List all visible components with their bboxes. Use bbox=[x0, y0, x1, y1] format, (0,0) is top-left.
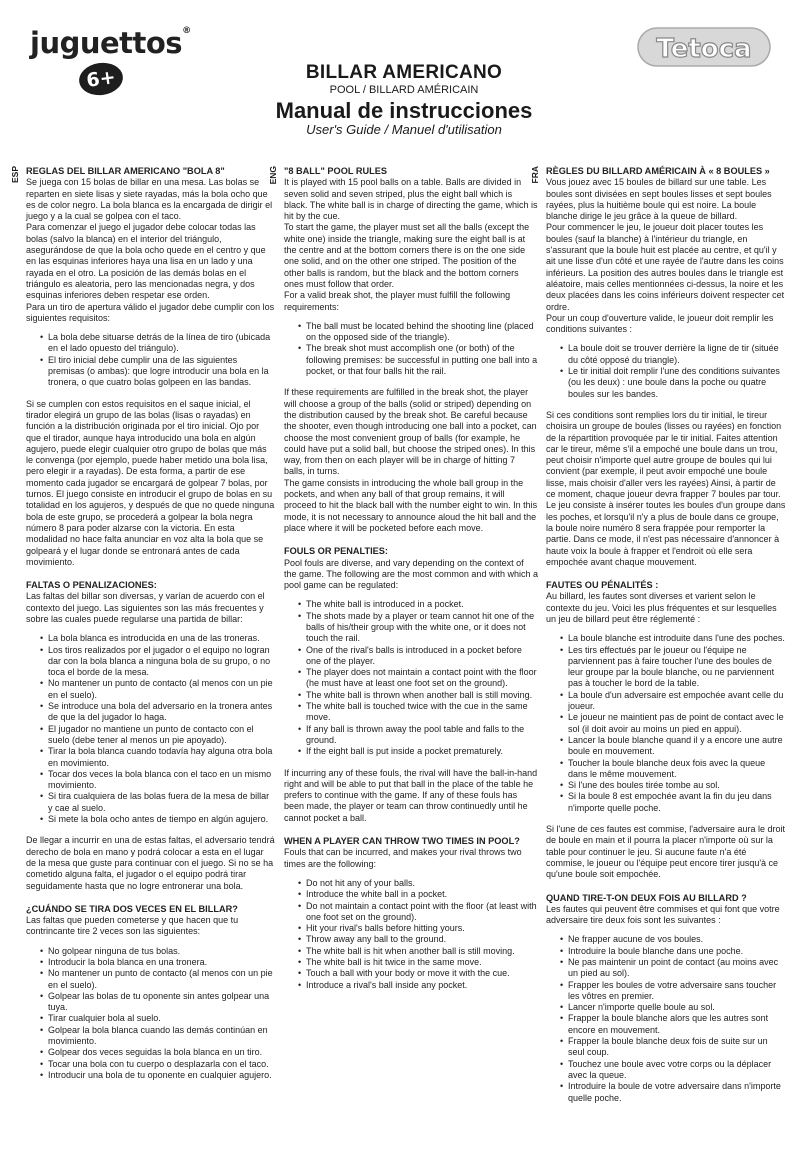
throw-twice-item: • Ne frapper aucune de vos boules. bbox=[568, 934, 786, 945]
rules-intro: Vous jouez avec 15 boules de billard sur une table. Les boules sont divisées en sept boules lisses et sept boules rayées, plus la huitième boule qui est noire. La boule blanche dirige le jeu grâce à la queue de billard. Pour commencer le jeu, le joueur doit placer toutes les boules (sauf la blanche) à l'intérieur du triangle, en s'assurant que la boule huit est placée au centre, et qu'il y ait une lisse d'un côté et une rayée de l'autre dans les coins inférieurs. La position des autres boules dans le triangle est aléatoire, mais celles mentionnées ci-dessus, la noire et les deux placées dans les coins inférieurs doivent respecter cet ordre. Pour un coup d'ouverture valide, le joueur doit remplir les conditions suivantes : bbox=[546, 177, 785, 335]
throw-twice-item: • Do not maintain a contact point with the floor (at least with one foot set on the ground). bbox=[306, 901, 538, 924]
rules-body: Si se cumplen con estos requisitos en el saque inicial, el tirador elegirá un grupo de las bolas (lisas o rayadas) en función a la distribución originada por el tiro inicial. Ojo por que el tirador, aunque haya introducido una bola en algún agujero, puede elegir cualquier otro grupo de bolas que más le convenga (por ejemplo, puede haber metido una bola lisa, pero elegir ir a rayadas). De esta forma, a partir de ese momento cada jugador se encargará de golpear 7 bolas, por turnos. El juego consiste en introducir el grupo de bolas en su totalidad en los agujeros, y después de que no quede ninguna bola de este grupo, se procederá a golpear la bola negra número 8 para poder alzarse con la victoria. En esta modalidad no hace falta anunciar en voz alta la bola que se golpeará y el lugar donde se entronará antes de cada movimiento. bbox=[26, 398, 275, 567]
throw-twice-item: • Tirar cualquier bola al suelo. bbox=[48, 1013, 276, 1024]
lang-label-esp: ESP bbox=[10, 166, 20, 184]
foul-item: • La boule d'un adversaire est empochée avant celle du joueur. bbox=[568, 690, 786, 713]
foul-item: • Tocar dos veces la bola blanca con el taco en un mismo movimiento. bbox=[48, 769, 276, 792]
manual-subtitle: User's Guide / Manuel d'utilisation bbox=[306, 122, 502, 137]
foul-item: • One of the rival's balls is introduced in a pocket before one of the player. bbox=[306, 645, 538, 668]
foul-item: • If any ball is thrown away the pool table and falls to the ground. bbox=[306, 724, 538, 747]
rules-heading: "8 BALL" POOL RULES bbox=[284, 166, 387, 176]
throw-twice-heading: QUAND TIRE-T-ON DEUX FOIS AU BILLARD ? bbox=[546, 892, 747, 903]
rules-body: If these requirements are fulfilled in the break shot, the player will choose a group of the balls (solid or striped) depending on the distribution caused by the break shot. Be careful because the shooter, even though introducing one ball into a pocket, can choose the most convenient group of balls (for example, he could have put a solid ball, but choose the striped ones). In this way, from then on each player will be in charge of hitting 7 balls, in turns. The game consists in introducing the whole ball group in the pockets, and when any ball of that group remains, it will proceed to hit the black ball with the number eight to win. In this mode, it is not necessary to announce aloud the hit ball and the place where it will be pocketed before each move. bbox=[284, 387, 538, 533]
throw-twice-item: • Lancer n'importe quelle boule au sol. bbox=[568, 1002, 786, 1013]
throw-twice-intro: Les fautes qui peuvent être commises et qui font que votre adversaire tire deux fois sont les suivantes : bbox=[546, 903, 780, 926]
throw-twice-item: • Introduce a rival's ball inside any pocket. bbox=[306, 980, 538, 991]
rules-heading: REGLAS DEL BILLAR AMERICANO "BOLA 8" bbox=[26, 166, 225, 176]
foul-item: • Lancer la boule blanche quand il y a encore une autre boule en mouvement. bbox=[568, 735, 786, 758]
throw-twice-item: • No mantener un punto de contacto (al menos con un pie en el suelo). bbox=[48, 968, 276, 991]
foul-item: • Tirar la bola blanca cuando todavía hay alguna otra bola en movimiento. bbox=[48, 746, 276, 769]
product-subtitle: POOL / BILLARD AMÉRICAIN bbox=[329, 84, 479, 96]
foul-item: • La bola blanca es introducida en una de las troneras. bbox=[48, 633, 276, 644]
lang-label-eng: ENG bbox=[268, 166, 278, 185]
throw-twice-item: • Hit your rival's balls before hitting yours. bbox=[306, 923, 538, 934]
product-title: BILLAR AMERICANO bbox=[305, 62, 503, 83]
throw-twice-item: • Frapper la boule blanche deux fois de suite sur un seul coup. bbox=[568, 1036, 786, 1059]
throw-twice-item: • No golpear ninguna de tus bolas. bbox=[48, 946, 276, 957]
foul-item: • Si l'une des boules tirée tombe au sol. bbox=[568, 780, 786, 791]
column-esp bbox=[26, 166, 276, 1081]
fouls-outro: If incurring any of these fouls, the rival will have the ball-in-hand right and will be able to put that ball in the place of the table he prefers to continue with the game. If any of these fouls has been made, the player or team can throw continuedly until he cannot pocket a ball. bbox=[284, 767, 538, 823]
fouls-outro: Si l'une de ces fautes est commise, l'adversaire aura le droit de boule en main et il pourra la placer n'importe où sur la table pour continuer le jeu. Si aucune faute n'a été commise, le joueur ou l'équipe peut encore tirer jusqu'à ce qu'une boule soit empochée. bbox=[546, 824, 786, 880]
rules-heading: RÈGLES DU BILLARD AMÉRICAIN À « 8 BOULES » bbox=[546, 166, 770, 176]
throw-twice-item: • Introduire la boule de votre adversaire dans n'importe quelle poche. bbox=[568, 1081, 786, 1104]
juguettos-logo: juguettos® bbox=[30, 26, 191, 60]
foul-item: • Les tirs effectués par le joueur ou l'équipe ne parviennent pas à faire toucher l'une des boules de leur groupe par la boule blanche, ou ne parviennent pas à toucher le bord de la table. bbox=[568, 645, 786, 690]
foul-item: • No mantener un punto de contacto (al menos con un pie en el suelo). bbox=[48, 678, 276, 701]
throw-twice-item: • Touch a ball with your body or move it with the cue. bbox=[306, 968, 538, 979]
foul-item: • Toucher la boule blanche deux fois avec la queue dans le même mouvement. bbox=[568, 758, 786, 781]
break-requirement-item: • El tiro inicial debe cumplir una de las siguientes premisas (o ambas): que logre introducir una bola en la tronera, o que cuatro bolas golpeen en las bandas. bbox=[48, 355, 276, 389]
throw-twice-item: • Touchez une boule avec votre corps ou la déplacer avec la queue. bbox=[568, 1059, 786, 1082]
foul-item: • The white ball is introduced in a pocket. bbox=[306, 599, 538, 610]
column-fra bbox=[546, 166, 786, 1104]
throw-twice-item: • Golpear las bolas de tu oponente sin antes golpear una tuya. bbox=[48, 991, 276, 1014]
rules-intro: It is played with 15 pool balls on a table. Balls are divided in seven solid and seven striped, plus the eight ball which is black. The white ball is in charge of directing the game, which is hit by the cue. To start the game, the player must set all the balls (except the white one) inside the triangle, making sure the eight ball is at the centre and at the bottom corners there is on the one side one solid, and on the other one striped. The position of the other balls is random, but the black and the bottom corners ones must follow that order. For a valid break shot, the player must fulfill the following requirements: bbox=[284, 177, 538, 312]
foul-item: • The player does not maintain a contact point with the floor (he must have at least one foot set on the ground). bbox=[306, 667, 538, 690]
fouls-heading: FOULS OR PENALTIES: bbox=[284, 546, 388, 557]
foul-item: • Se introduce una bola del adversario en la tronera antes de que la del jugador lo haga. bbox=[48, 701, 276, 724]
fouls-intro: Pool fouls are diverse, and vary depending on the context of the game. The following are the most common and with which a pool game can be regulated: bbox=[284, 557, 538, 591]
throw-twice-item: • Golpear la bola blanca cuando las demás continúan en movimiento. bbox=[48, 1025, 276, 1048]
lang-label-fra: FRA bbox=[530, 166, 540, 184]
throw-twice-intro: Fouls that can be incurred, and makes your rival throws two times are the following: bbox=[284, 847, 522, 869]
throw-twice-heading: ¿CUÁNDO SE TIRA DOS VECES EN EL BILLAR? bbox=[26, 903, 238, 914]
age-badge: 6+ bbox=[77, 60, 125, 98]
foul-item: • If the eight ball is put inside a pocket prematurely. bbox=[306, 746, 538, 757]
throw-twice-item: • Frapper la boule blanche alors que les autres sont encore en mouvement. bbox=[568, 1013, 786, 1036]
fouls-heading: FALTAS O PENALIZACIONES: bbox=[26, 580, 157, 591]
break-requirement-item: • La boule doit se trouver derrière la ligne de tir (située du côté opposé du triangle). bbox=[568, 343, 786, 366]
throw-twice-item: • Introduire la boule blanche dans une poche. bbox=[568, 946, 786, 957]
fouls-heading: FAUTES OU PÉNALITÉS : bbox=[546, 580, 659, 591]
throw-twice-intro: Las faltas que pueden cometerse y que hacen que tu contrincante tire 2 veces son las siguientes: bbox=[26, 915, 239, 937]
tetoca-logo-text: Tetoca bbox=[656, 34, 752, 64]
break-requirement-item: • La bola debe situarse detrás de la línea de tiro (ubicada en el lado opuesto del triángulo). bbox=[48, 332, 276, 355]
break-requirement-item: • The ball must be located behind the shooting line (placed on the opposed side of the triangle). bbox=[306, 321, 538, 344]
foul-item: • Le joueur ne maintient pas de point de contact avec le sol (il doit avoir au moins un pied en appui). bbox=[568, 712, 786, 735]
foul-item: • Si la boule 8 est empochée avant la fin du jeu dans n'importe quelle poche. bbox=[568, 791, 786, 814]
column-eng bbox=[284, 166, 538, 991]
foul-item: • El jugador no mantiene un punto de contacto con el suelo (debe tener al menos un pie apoyado). bbox=[48, 724, 276, 747]
throw-twice-item: • Frapper les boules de votre adversaire sans toucher les vôtres en premier. bbox=[568, 980, 786, 1003]
throw-twice-item: • Do not hit any of your balls. bbox=[306, 878, 538, 889]
throw-twice-item: • Introducir una bola de tu oponente en cualquier agujero. bbox=[48, 1070, 276, 1081]
throw-twice-item: • Tocar una bola con tu cuerpo o desplazarla con el taco. bbox=[48, 1059, 276, 1070]
manual-title: Manual de instrucciones bbox=[275, 98, 533, 123]
foul-item: • La boule blanche est introduite dans l'une des poches. bbox=[568, 633, 786, 644]
throw-twice-item: • Ne pas maintenir un point de contact (au moins avec un pied au sol). bbox=[568, 957, 786, 980]
foul-item: • Si mete la bola ocho antes de tiempo en algún agujero. bbox=[48, 814, 276, 825]
throw-twice-item: • The white ball is hit when another ball is still moving. bbox=[306, 946, 538, 957]
throw-twice-item: • Throw away any ball to the ground. bbox=[306, 934, 538, 945]
break-requirement-item: • Le tir initial doit remplir l'une des conditions suivantes (ou les deux) : une boule dans la poche ou quatre boules sur les bandes. bbox=[568, 366, 786, 400]
throw-twice-item: • The white ball is hit twice in the same move. bbox=[306, 957, 538, 968]
foul-item: • The white ball is thrown when another ball is still moving. bbox=[306, 690, 538, 701]
throw-twice-item: • Golpear dos veces seguidas la bola blanca en un tiro. bbox=[48, 1047, 276, 1058]
fouls-intro: Au billard, les fautes sont diverses et varient selon le contexte du jeu. Voici les plus fréquentes et sur lesquelles un jeu de billard peut être réglementé : bbox=[546, 591, 777, 624]
fouls-intro: Las faltas del billar son diversas, y varían de acuerdo con el contexto del juego. Las siguientes son las más frecuentes y sobre las cuales puede regularse una partida de billar: bbox=[26, 591, 265, 624]
rules-intro: Se juega con 15 bolas de billar en una mesa. Las bolas se reparten en siete lisas y siete rayadas, más la bola ocho que es de color negro. La bola blanca es la encargada de dirigir el juego y a la cual se golpea con el taco. Para comenzar el juego el jugador debe colocar todas las bolas (salvo la blanca) en el interior del triángulo, asegurándose de que la bola ocho quede en el centro y que en las esquinas inferiores haya una lisa en un lado y una rayada en el otro. La posición de las demás bolas en el triángulo es aleatoria, pero las mencionadas negra, y dos esquinas inferiores deben respetar ese orden. Para un tiro de apertura válido el jugador debe cumplir con los siguientes requisitos: bbox=[26, 177, 275, 323]
foul-item: • Los tiros realizados por el jugador o el equipo no logran dar con la bola blanca a ninguna bola de su grupo, o no toca el borde de la mesa. bbox=[48, 645, 276, 679]
foul-item: • The white ball is touched twice with the cue in the same move. bbox=[306, 701, 538, 724]
throw-twice-item: • Introducir la bola blanca en una tronera. bbox=[48, 957, 276, 968]
break-requirement-item: • The break shot must accomplish one (or both) of the following premises: be successful in putting one ball into a pocket, or that four balls hit the rail. bbox=[306, 343, 538, 377]
fouls-outro: De llegar a incurrir en una de estas faltas, el adversario tendrá derecho de bola en mano y podrá colocar a esta en el lugar de la mesa que guste para continuar con el juego. Si no se ha cometido alguna falta, el jugador o el equipo podrá tirar seguidamente hasta que no logre entronerar una bola. bbox=[26, 835, 275, 891]
rules-body: Si ces conditions sont remplies lors du tir initial, le tireur choisira un groupe de boules (lisses ou rayées) en fonction de la répartition provoquée par le tir initial. Faites attention car le tireur, même s'il a empoché une boule dans un trou, peut choisir n'importe quel autre groupe de boules qui lui convient (par exemple, il peut avoir empoché une boule lisse, mais choisir d'aller vers les rayées) Ainsi, à partir de ce moment, chaque joueur devra frapper 7 boules par tour. Le jeu consiste à insérer toutes les boules d'un groupe dans les poches, et lorsqu'il n'y a plus de boule dans ce groupe, la boule noire numéro 8 sera frappée pour remporter la partie. Dans ce mode, il n'est pas nécessaire d'annoncer à haute voix la boule à frapper et l'endroit où elle sera empochée avant chaque mouvement. bbox=[546, 409, 786, 567]
foul-item: • Si tira cualquiera de las bolas fuera de la mesa de billar y cae al suelo. bbox=[48, 791, 276, 814]
throw-twice-heading: WHEN A PLAYER CAN THROW TWO TIMES IN POOL? bbox=[284, 836, 520, 847]
foul-item: • The shots made by a player or team cannot hit one of the balls of his/their group with the white one, or it does not touch the rail. bbox=[306, 611, 538, 645]
throw-twice-item: • Introduce the white ball in a pocket. bbox=[306, 889, 538, 900]
